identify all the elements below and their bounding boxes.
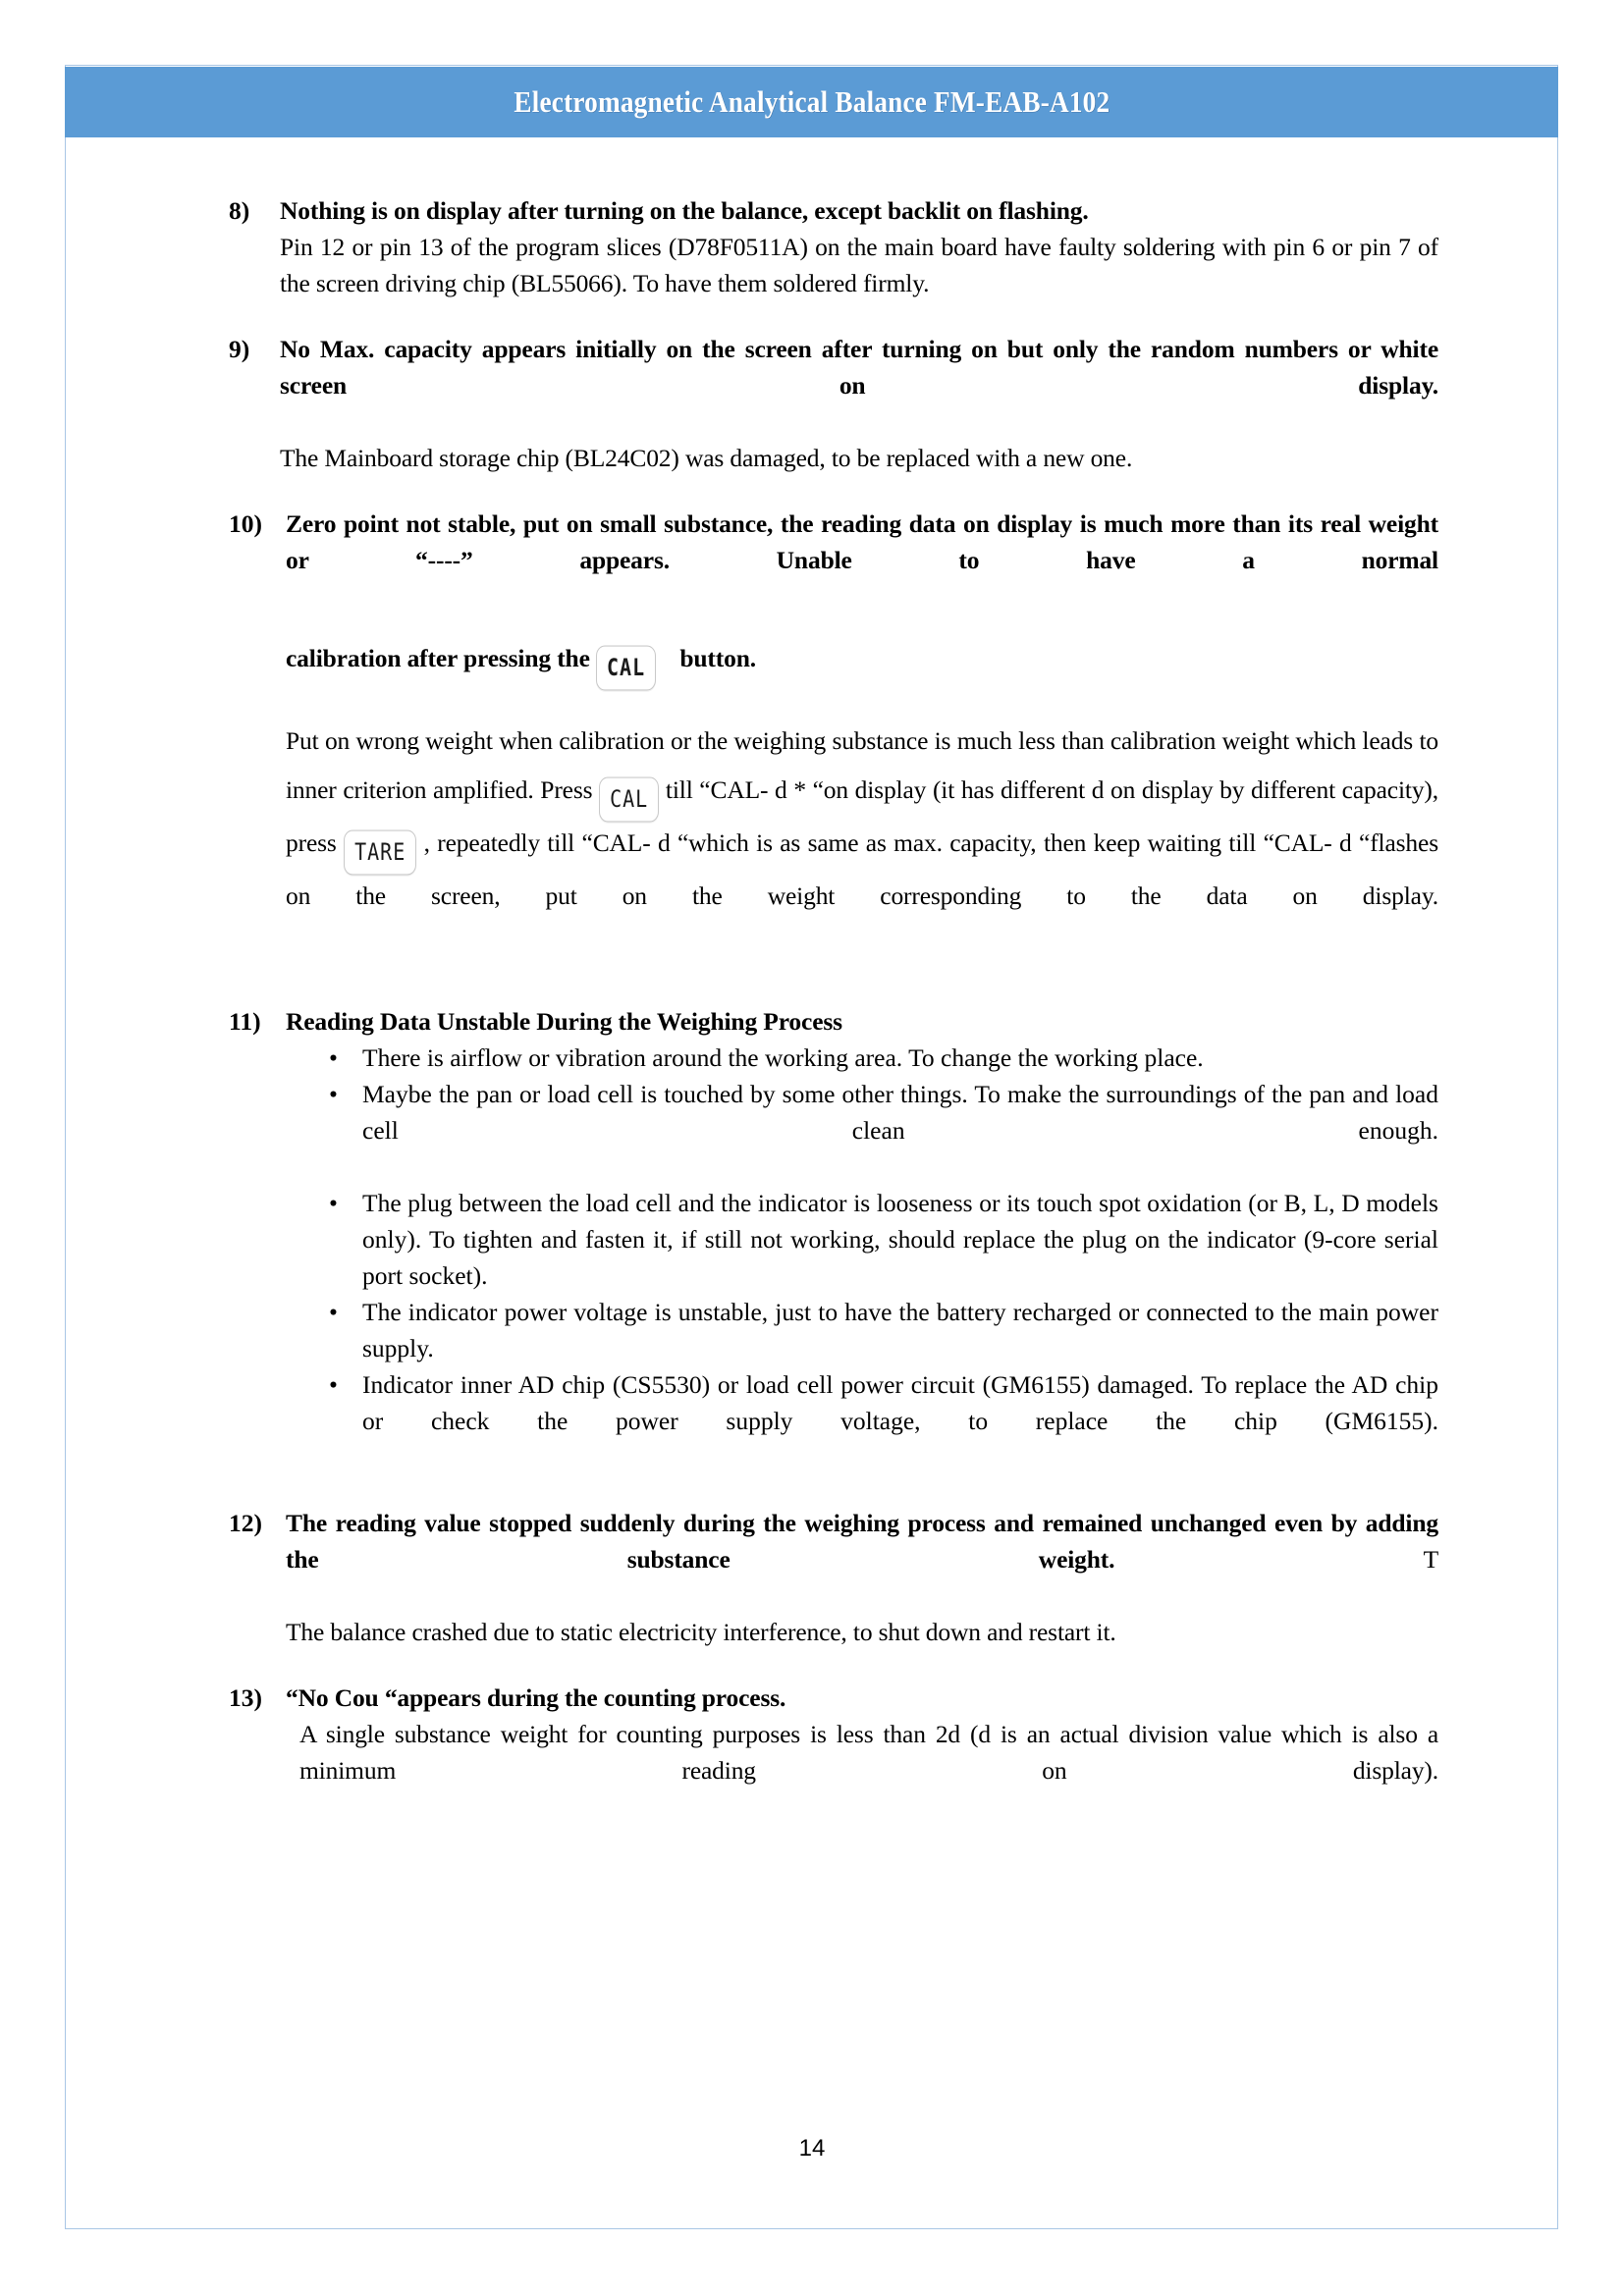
item-heading-line1: Zero point not stable, put on small substance, the reading data on display is much more than its real weight or “----” appears. Unable to have a normal — [286, 509, 1438, 574]
bullet-dot-icon: • — [329, 1189, 338, 1217]
list-item — [315, 1040, 1438, 1076]
item-description: A single substance weight for counting purposes is less than 2d (d is an actual division value which is also a minimum reading on display). — [299, 1720, 1438, 1785]
bullet-dot-icon: • — [329, 1080, 338, 1108]
cal-button-keycap[interactable]: CAL — [596, 645, 656, 690]
item-heading-text-before-cal: calibration after pressing the — [286, 644, 590, 672]
bullet-text: There is airflow or vibration around the working area. To change the working place. — [362, 1043, 1204, 1072]
item-description: The Mainboard storage chip (BL24C02) was damaged, to be replaced with a new one. — [280, 444, 1133, 472]
paragraph-text-2: till “CAL- d * “on display (it has different d on display by different capacity), press — [286, 775, 1438, 857]
document-body — [229, 192, 1438, 1850]
item-heading-text-after-cal: button. — [679, 644, 756, 672]
document-header-banner — [65, 67, 1558, 137]
item-heading — [286, 1505, 1438, 1614]
troubleshooting-bullet-list — [315, 1040, 1438, 1475]
bullet-text: Indicator inner AD chip (CS5530) or load cell power circuit (GM6155) damaged. To replace the AD chip or check the power supply voltage, to replace the chip (GM6155). — [362, 1370, 1438, 1435]
bullet-text: The indicator power voltage is unstable, just to have the battery recharged or connected to the main power supply. — [362, 1298, 1438, 1362]
item-heading: “No Cou “appears during the counting process. — [286, 1683, 786, 1712]
item-heading: Nothing is on display after turning on the balance, except backlit on flashing. — [280, 196, 1089, 225]
item-heading-suffix: T — [1423, 1545, 1439, 1574]
item-heading-text: The reading value stopped suddenly during the weighing process and remained unchanged even by adding the substance weight. — [286, 1509, 1438, 1574]
bullet-dot-icon: • — [329, 1370, 338, 1399]
list-item-13 — [229, 1680, 1438, 1825]
list-item-10 — [229, 506, 1438, 970]
document-title: Electromagnetic Analytical Balance FM-EAB-A102 — [514, 84, 1110, 119]
paragraph-text-1: Put on wrong weight when calibration or the weighing substance is much less than calibration weight which leads to inner criterion amplified. Press — [286, 726, 1438, 804]
item-number: 12) — [229, 1509, 262, 1537]
item-number: 9) — [229, 335, 250, 363]
item-description: Pin 12 or pin 13 of the program slices (D78F0511A) on the main board have faulty soldering with pin 6 or pin 7 of the screen driving chip (BL55066). To have them soldered firmly. — [280, 233, 1438, 297]
list-item-12 — [229, 1505, 1438, 1650]
list-item — [315, 1185, 1438, 1294]
list-item — [315, 1294, 1438, 1366]
list-item-8 — [229, 192, 1438, 301]
item-description: The balance crashed due to static electricity interference, to shut down and restart it. — [286, 1618, 1116, 1646]
item-number: 11) — [229, 1007, 261, 1036]
item-heading-line2 — [286, 640, 1438, 687]
cal-button-keycap-2[interactable]: CAL — [599, 776, 659, 822]
paragraph-text-3: , repeatedly till “CAL- d “which is as same as max. capacity, then keep waiting till “CAL- d “flashes on the screen, put on the weight corresponding to the data on display. — [286, 828, 1438, 910]
bullet-text: The plug between the load cell and the indicator is looseness or its touch spot oxidation (or B, L, D models only). To tighten and fasten it, if still not working, should replace the plug on the indicator (9-core serial port socket). — [362, 1189, 1438, 1290]
item-number: 13) — [229, 1683, 262, 1712]
list-item-11 — [229, 1003, 1438, 1475]
item-heading: Reading Data Unstable During the Weighing Process — [286, 1007, 842, 1036]
item-number: 8) — [229, 196, 250, 225]
list-item — [315, 1366, 1438, 1475]
item-number: 10) — [229, 509, 262, 538]
page-number: 14 — [798, 2135, 826, 2162]
item-heading: No Max. capacity appears initially on the screen after turning on but only the random numbers or white screen on display. — [280, 335, 1438, 400]
list-item — [315, 1076, 1438, 1185]
bullet-dot-icon: • — [329, 1298, 338, 1326]
bullet-text: Maybe the pan or load cell is touched by some other things. To make the surroundings of the pan and load cell clean enough. — [362, 1080, 1438, 1145]
item-10-paragraph — [286, 717, 1438, 970]
tare-button-keycap[interactable]: TARE — [344, 829, 416, 875]
bullet-dot-icon: • — [329, 1043, 338, 1072]
list-item-9 — [229, 331, 1438, 476]
